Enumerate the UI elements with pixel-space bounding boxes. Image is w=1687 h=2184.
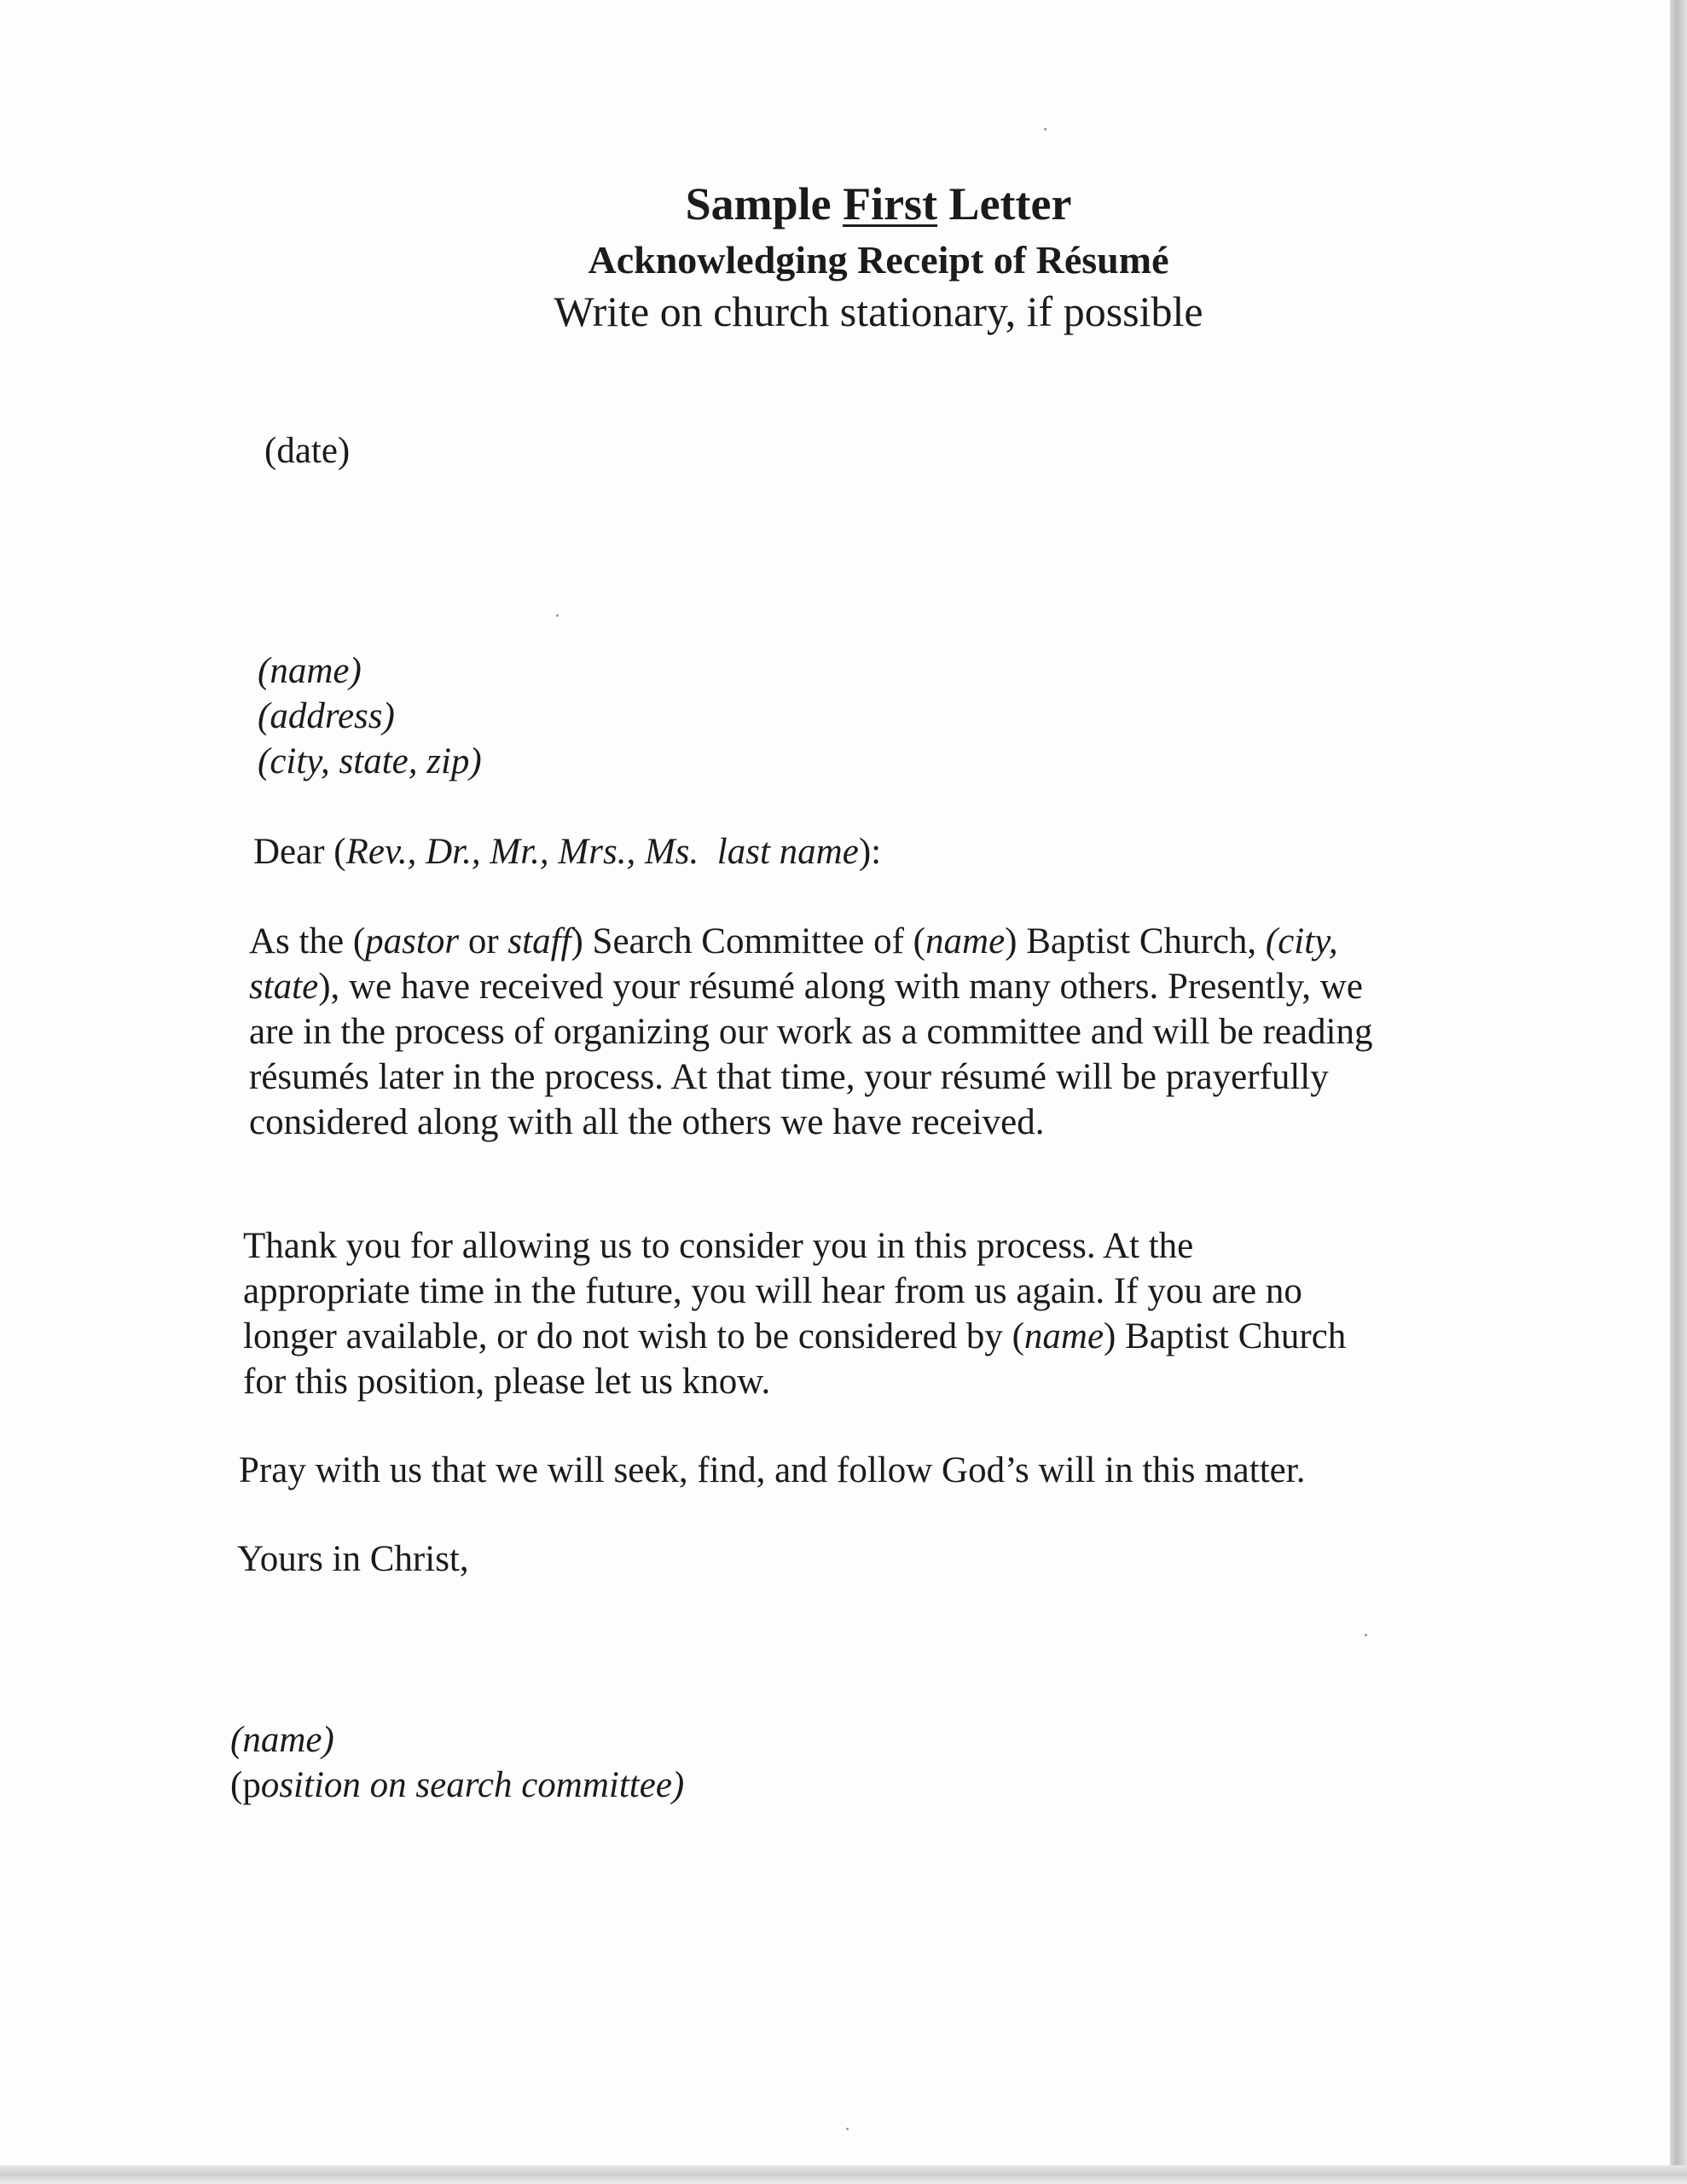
title-sample: Sample: [685, 178, 844, 229]
scan-edge-bottom: [0, 2165, 1687, 2184]
title-letter: Letter: [937, 178, 1072, 229]
recipient-name: (name): [258, 651, 362, 691]
paragraph-prayer: Pray with us that we will seek, find, and follow God’s will in this matter.: [239, 1450, 1306, 1490]
paragraph-line: résumés later in the process. At that time, your résumé will be prayerfully: [249, 1057, 1329, 1097]
scan-speck: [1365, 1634, 1367, 1636]
paragraph-intro: [249, 919, 1372, 1145]
scan-speck: [556, 614, 559, 617]
letter-title: [0, 178, 1687, 229]
signer-name: (name): [230, 1720, 334, 1760]
paragraph-thanks: [243, 1223, 1346, 1404]
paragraph-line: longer available, or do not wish to be considered by (name) Baptist Church: [243, 1316, 1347, 1356]
salutation-prefix: Dear (: [253, 832, 346, 872]
scan-speck: [846, 2128, 849, 2130]
salutation-suffix: ):: [858, 832, 882, 872]
paragraph-line: state), we have received your résumé along with many others. Presently, we: [249, 967, 1363, 1007]
date-placeholder: (date): [264, 431, 351, 471]
title-first-underlined: First: [843, 178, 938, 229]
scan-edge-right: [1670, 0, 1687, 2184]
paragraph-line: Thank you for allowing us to consider you in this process. At the: [243, 1226, 1194, 1266]
salutation-gap: [699, 832, 717, 872]
signer-position: (position on search committee): [230, 1765, 685, 1805]
salutation-titles: Rev., Dr., Mr., Mrs., Ms.: [345, 832, 699, 872]
salutation-last-name: last name: [716, 832, 859, 872]
signature-block: [230, 1717, 684, 1808]
letter-subtitle: Acknowledging Receipt of Résumé: [588, 238, 1169, 282]
recipient-address: (address): [258, 696, 395, 736]
paragraph-line: As the (pastor or staff) Search Committee of (name) Baptist Church, (city,: [249, 921, 1338, 961]
paragraph-line: considered along with all the others we have received.: [249, 1102, 1045, 1142]
scan-speck: [1044, 128, 1046, 131]
salutation: [253, 829, 881, 874]
closing: Yours in Christ,: [237, 1539, 469, 1579]
paragraph-line: appropriate time in the future, you will hear from us again. If you are no: [243, 1271, 1302, 1311]
letter-instruction: Write on church stationary, if possible: [554, 288, 1203, 335]
paragraph-line: for this position, please let us know.: [243, 1362, 771, 1402]
recipient-city-state-zip: (city, state, zip): [258, 741, 482, 781]
recipient-address-block: [258, 648, 482, 784]
paragraph-line: are in the process of organizing our work as a committee and will be reading: [249, 1012, 1373, 1052]
